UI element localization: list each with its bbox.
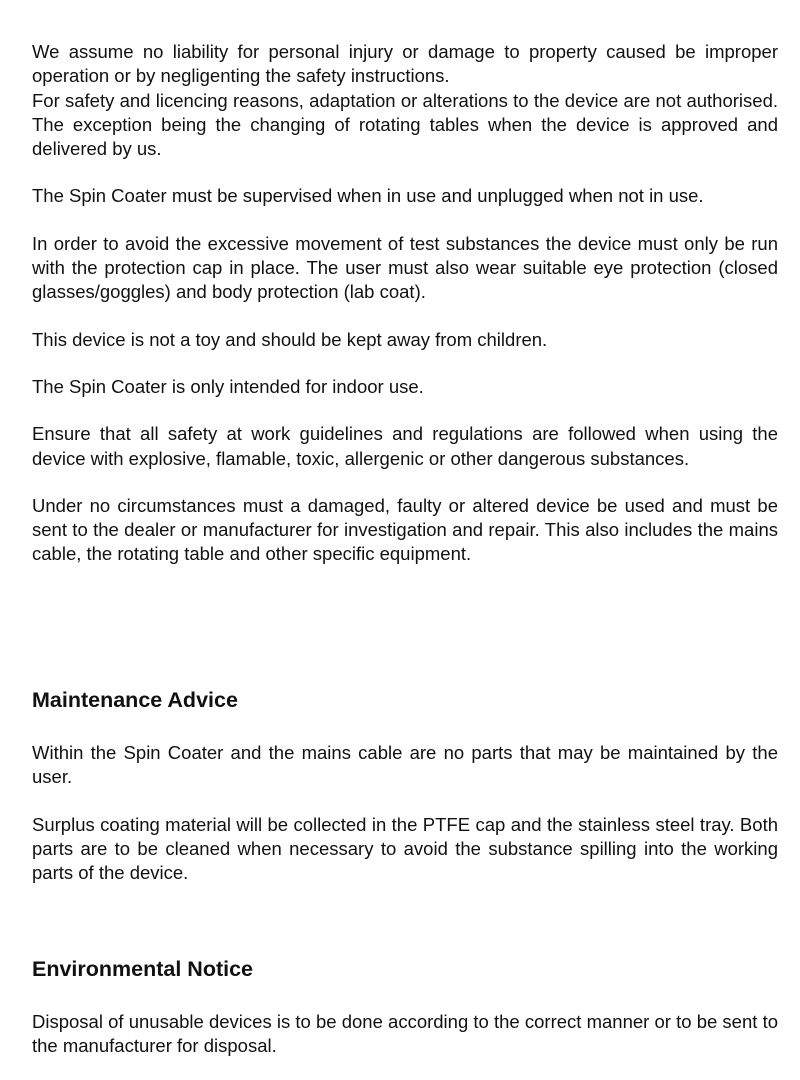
safety-section xyxy=(32,40,778,567)
protection-cap-paragraph: In order to avoid the excessive movement of test substances the device must only be run with the protection cap in place. The user must also wear suitable eye protection (closed glasses/goggles) and body protection (lab coat). xyxy=(32,232,778,303)
alterations-paragraph: For safety and licencing reasons, adaptation or alterations to the device are not authorised. The exception being the changing of rotating tables when the device is approved and delivered by us. xyxy=(32,89,778,160)
maintenance-heading: Maintenance Advice xyxy=(32,688,238,712)
disposal-paragraph: Disposal of unusable devices is to be done according to the correct manner or to be sent to the manufacturer for disposal. xyxy=(32,1011,778,1057)
environment-heading: Environmental Notice xyxy=(32,957,254,981)
maintenance-section xyxy=(32,686,778,885)
supervision-paragraph: The Spin Coater must be supervised when in use and unplugged when not in use. xyxy=(32,185,704,207)
cleaning-paragraph: Surplus coating material will be collected in the PTFE cap and the stainless steel tray. Both parts are to be cleaned when necessary to avoid the substance spilling into the working parts of the device. xyxy=(32,813,778,884)
indoor-use-paragraph: The Spin Coater is only intended for indoor use. xyxy=(32,375,424,397)
user-parts-paragraph: Within the Spin Coater and the mains cable are no parts that may be maintained by the user. xyxy=(32,742,778,788)
damaged-device-paragraph: Under no circumstances must a damaged, faulty or altered device be used and must be sent to the dealer or manufacturer for investigation and repair. This also includes the mains cable, the rotating table and other specific equipment. xyxy=(32,494,778,565)
children-paragraph: This device is not a toy and should be kept away from children. xyxy=(32,328,548,350)
liability-paragraph: We assume no liability for personal injury or damage to property caused be improper operation or by negligenting the safety instructions. xyxy=(32,41,778,87)
guidelines-paragraph: Ensure that all safety at work guidelines and regulations are followed when using the device with explosive, flamable, toxic, allergenic or other dangerous substances. xyxy=(32,423,778,469)
environment-section xyxy=(32,955,778,1059)
